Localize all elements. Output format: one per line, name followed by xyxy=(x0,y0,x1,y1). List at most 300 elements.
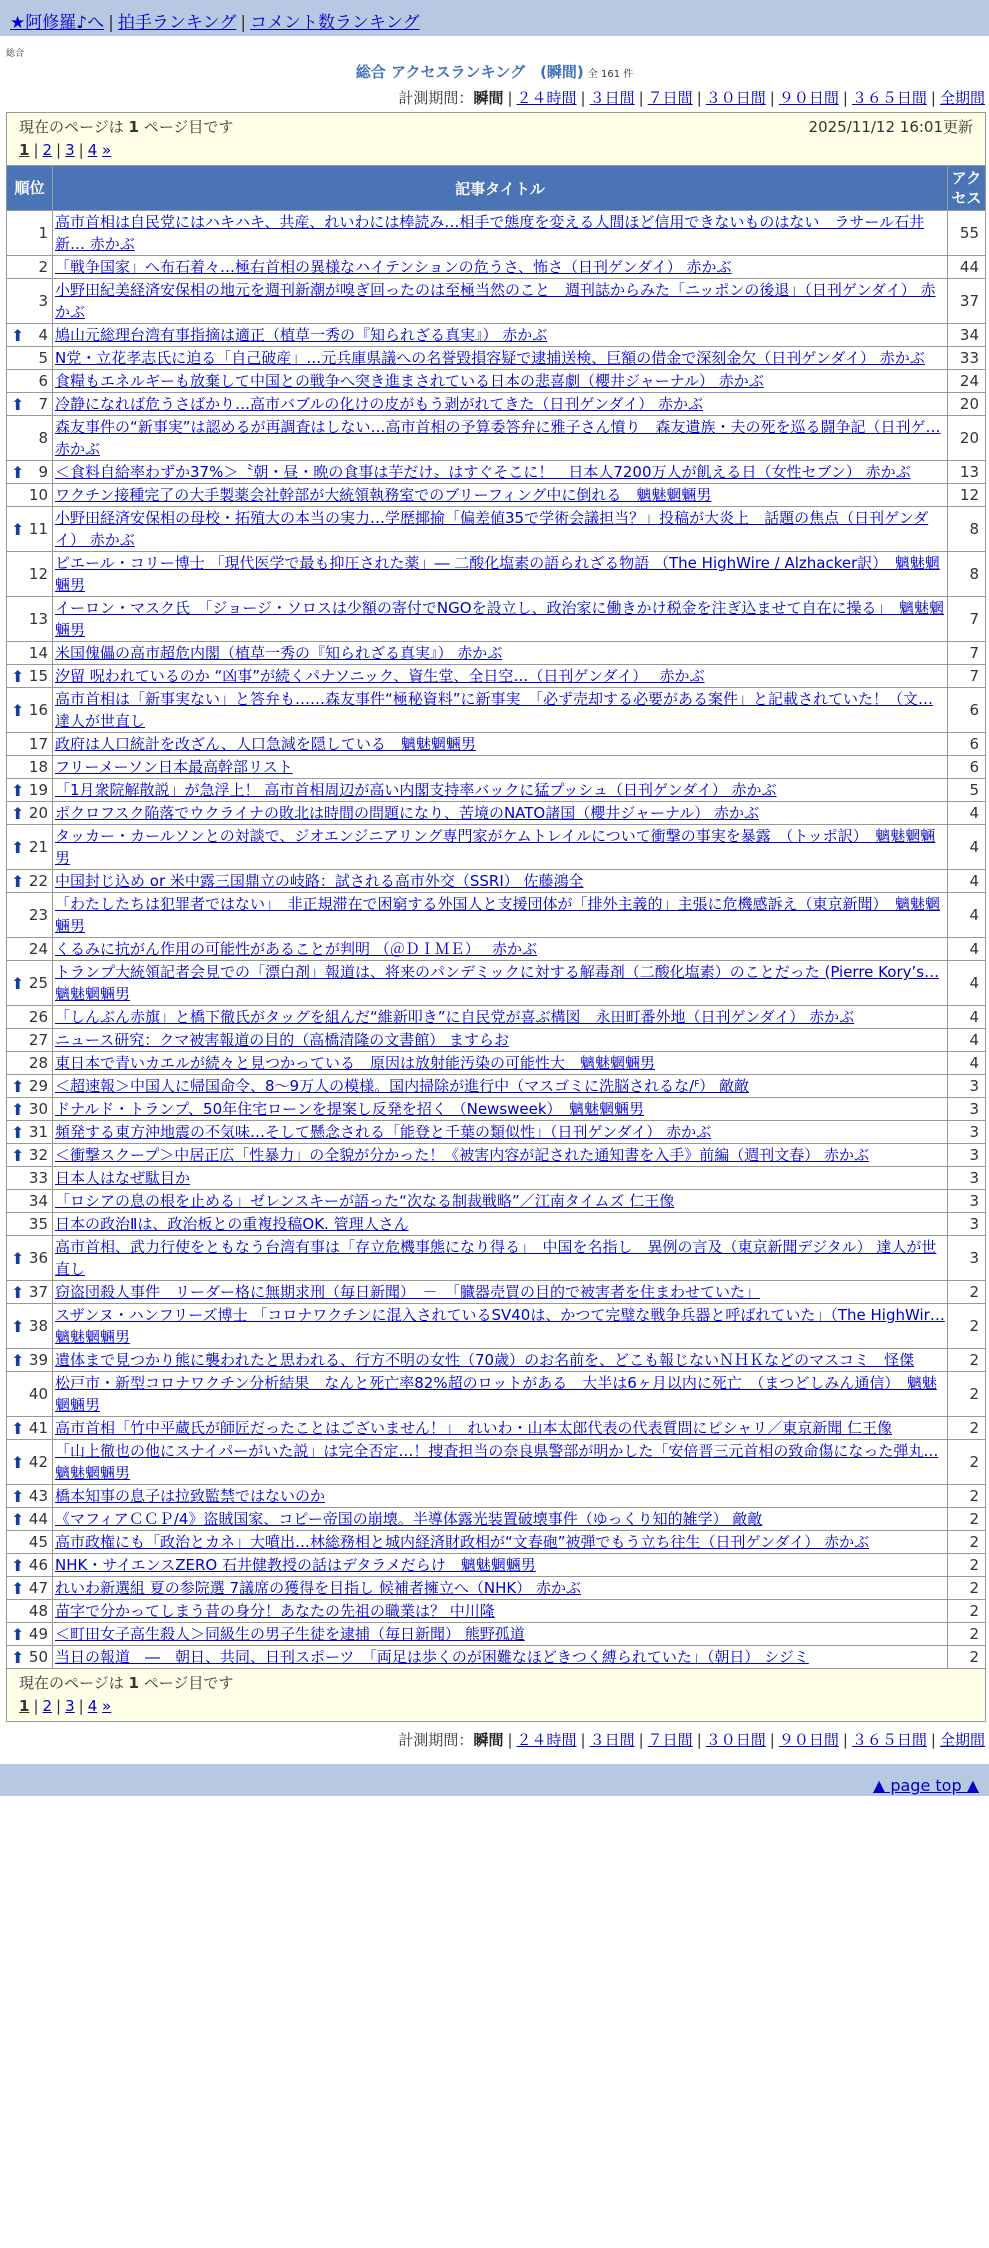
page-top-link[interactable]: ▲ page top ▲ xyxy=(872,1776,979,1795)
period-link[interactable]: ９０日間 xyxy=(778,1731,839,1749)
title-cell xyxy=(53,211,948,256)
access-count: 4 xyxy=(947,1052,985,1075)
table-row xyxy=(7,1006,986,1029)
access-count: 4 xyxy=(947,1029,985,1052)
article-link[interactable]: くるみに抗がん作用の可能性があることが判明 （＠ＤＩＭＥ） 赤かぶ xyxy=(55,940,538,958)
article-link[interactable]: 「わたしたちは犯罪者ではない」 非正規滞在で困窮する外国人と支援団体が「排外主義的」主張に危機感訴え（東京新聞） 魑魅魍魎男 xyxy=(55,895,941,935)
rank-number: 18 xyxy=(28,758,48,776)
category-label: 総合 xyxy=(6,49,25,59)
access-count: 2 xyxy=(947,1304,985,1349)
article-link[interactable]: 森友事件の“新事実”は認めるが再調査はしない…高市首相の予算委答弁に雅子さん憤り 森友遺族・夫の死を巡る闘争記（日刊ゲ… 赤かぶ xyxy=(55,418,941,458)
rank-number: 45 xyxy=(28,1533,48,1551)
rank-cell xyxy=(7,256,53,279)
rank-number: 47 xyxy=(28,1578,48,1597)
table-row xyxy=(7,870,986,893)
rank-up-icon: ⬆ xyxy=(11,1076,25,1096)
article-link[interactable]: スザンヌ・ハンフリーズ博士 「コロナワクチンに混入されているSV40は、かつて完璧な戦争兵器と呼ばれていた」（The HighWir… 魑魅魍魎男 xyxy=(55,1306,945,1346)
title-cell xyxy=(53,756,948,779)
rank-number: 49 xyxy=(28,1624,48,1643)
rank-number: 37 xyxy=(28,1282,48,1301)
rank-number: 2 xyxy=(38,258,48,276)
rank-up-icon: ⬆ xyxy=(11,803,25,823)
rank-number: 10 xyxy=(28,486,48,504)
article-link[interactable]: イーロン・マスク氏 「ジョージ・ソロスは少額の寄付でNGOを設立し、政治家に働きかけ税金を注ぎ込ませて自在に操る」 魑魅魍魎男 xyxy=(55,599,945,639)
article-link[interactable]: ＜町田女子高生殺人＞同級生の男子生徒を逮捕（毎日新聞） 熊野孤道 xyxy=(55,1625,525,1643)
table-row xyxy=(7,1349,986,1372)
page-title xyxy=(0,60,989,84)
access-count: 24 xyxy=(947,370,985,393)
rank-cell xyxy=(7,1440,53,1485)
rank-up-icon: ⬆ xyxy=(11,394,25,414)
article-link[interactable]: 汐留 呪われているのか “凶事”が続くパナソニック、資生堂、全日空…（日刊ゲンダイ） 赤かぶ xyxy=(55,667,705,685)
rank-up-icon: ⬆ xyxy=(11,666,25,686)
page-separator: | xyxy=(78,1697,84,1715)
page-separator: | xyxy=(78,141,84,159)
period-link[interactable]: ３日間 xyxy=(589,1731,635,1749)
rank-cell xyxy=(7,1281,53,1304)
rank-up-icon: ⬆ xyxy=(11,1145,25,1165)
article-link[interactable]: 「しんぶん赤旗」と橋下徹氏がタッグを組んだ“維新叩き”に自民党が喜ぶ構図 永田町番外地（日刊ゲンダイ） 赤かぶ xyxy=(55,1008,855,1026)
article-link[interactable]: ニュース研究：クマ被害報道の目的（高橋清隆の文書館） ますらお xyxy=(55,1031,510,1049)
rank-number: 29 xyxy=(28,1076,48,1095)
article-link[interactable]: 政府は人口統計を改ざん、人口急減を隠している 魑魅魍魎男 xyxy=(55,735,476,753)
page-separator: | xyxy=(56,1697,62,1715)
period-current: 瞬間 xyxy=(473,89,504,107)
table-row xyxy=(7,1213,986,1236)
article-link[interactable]: 遺体まで見つかり熊に襲われたと思われる、行方不明の女性（70歳）のお名前を、どこも報じないＮＨＫなどのマスコミ 怪傑 xyxy=(55,1351,915,1369)
table-row xyxy=(7,1144,986,1167)
rank-cell xyxy=(7,642,53,665)
rank-up-icon: ⬆ xyxy=(11,519,25,539)
period-separator: | xyxy=(769,1731,775,1749)
rank-cell xyxy=(7,961,53,1006)
rank-cell xyxy=(7,1531,53,1554)
access-count: 33 xyxy=(947,347,985,370)
table-row xyxy=(7,938,986,961)
article-link[interactable]: 東日本で青いカエルが続々と見つかっている 原因は放射能汚染の可能性大 魑魅魍魎男 xyxy=(55,1054,656,1072)
rank-number: 17 xyxy=(28,735,48,753)
title-cell xyxy=(53,779,948,802)
article-link[interactable]: トランプ大統領記者会見での「漂白剤」報道は、将来のパンデミックに対する解毒剤（二酸化塩素）のことだった (Pierre Kory’s… 魑魅魍魎男 xyxy=(55,963,940,1003)
rank-number: 12 xyxy=(28,565,48,583)
article-link[interactable]: 「戦争国家」へ布石着々…極右首相の異様なハイテンションの危うさ、怖さ（日刊ゲンダイ） 赤かぶ xyxy=(55,258,732,276)
title-cell xyxy=(53,665,948,688)
article-link[interactable]: 高市首相は「新事実ない」と答弁も……森友事件“極秘資料”に新事実 「必ず売却する必要がある案件」と記載されていた！（文… 達人が世直し xyxy=(55,690,934,730)
table-row xyxy=(7,1281,986,1304)
access-count: 4 xyxy=(947,961,985,1006)
article-link[interactable]: ＜超速報＞中国人に帰国命令、8～9万人の模様。国内掃除が進行中（マスゴミに洗脳されるな/ꟳ） 敵敵 xyxy=(55,1077,750,1095)
access-count: 2 xyxy=(947,1417,985,1440)
table-row xyxy=(7,279,986,324)
period-link[interactable]: ３６５日間 xyxy=(851,89,927,107)
pagination-bottom xyxy=(19,1694,973,1718)
title-cell xyxy=(53,324,948,347)
rank-number: 16 xyxy=(28,700,48,719)
page-link[interactable]: 3 xyxy=(65,1697,75,1715)
title-cell xyxy=(53,1372,948,1417)
access-count: 34 xyxy=(947,324,985,347)
article-link[interactable]: 小野田紀美経済安保相の地元を週刊新潮が嗅ぎ回ったのは至極当然のこと 週刊誌からみた「ニッポンの後退」（日刊ゲンダイ） 赤かぶ xyxy=(55,281,936,321)
rank-number: 28 xyxy=(28,1054,48,1072)
period-link[interactable]: ３０日間 xyxy=(705,1731,766,1749)
table-row xyxy=(7,802,986,825)
rank-number: 24 xyxy=(28,940,48,958)
title-cell xyxy=(53,1600,948,1623)
table-row xyxy=(7,324,986,347)
table-row xyxy=(7,416,986,461)
access-count: 3 xyxy=(947,1075,985,1098)
article-link[interactable]: 橋本知事の息子は拉致監禁ではないのか xyxy=(55,1487,326,1505)
rank-cell xyxy=(7,688,53,733)
access-count: 3 xyxy=(947,1144,985,1167)
title-cell xyxy=(53,1144,948,1167)
article-link[interactable]: 高市首相「竹中平蔵氏が師匠だったことはございません！」 れいわ・山本太郎代表の代表質問にピシャリ／東京新聞 仁王像 xyxy=(55,1419,892,1437)
nav-separator: | xyxy=(108,13,114,33)
rank-cell xyxy=(7,756,53,779)
article-link[interactable]: 小野田経済安保相の母校・拓殖大の本当の実力…学歴揶揄「偏差値35で学術会議担当？」投稿が大炎上 話題の焦点（日刊ゲンダイ） 赤かぶ xyxy=(55,509,929,549)
rank-number: 9 xyxy=(38,462,48,481)
rank-number: 20 xyxy=(28,803,48,822)
article-link[interactable]: 「1月衆院解散説」が急浮上！ 高市首相周辺が高い内閣支持率バックに猛プッシュ（日刊ゲンダイ） 赤かぶ xyxy=(55,781,777,799)
rank-number: 19 xyxy=(28,780,48,799)
rank-cell xyxy=(7,1485,53,1508)
period-separator: | xyxy=(696,89,702,107)
table-row xyxy=(7,1098,986,1121)
comment-ranking-link[interactable]: コメント数ランキング xyxy=(250,13,420,33)
rank-cell xyxy=(7,1098,53,1121)
title-cell xyxy=(53,1577,948,1600)
title-cell xyxy=(53,507,948,552)
footer-bar xyxy=(0,1764,989,1796)
rank-number: 11 xyxy=(28,519,48,538)
rank-cell xyxy=(7,1213,53,1236)
table-row xyxy=(7,1167,986,1190)
article-link[interactable]: フリーメーソン日本最高幹部リスト xyxy=(55,758,293,776)
access-count: 7 xyxy=(947,642,985,665)
table-row xyxy=(7,461,986,484)
rank-up-icon: ⬆ xyxy=(11,871,25,891)
nav-separator: | xyxy=(240,13,247,33)
rank-header: 順位 xyxy=(7,166,53,211)
title-cell xyxy=(53,1349,948,1372)
rank-number: 4 xyxy=(38,325,48,344)
rank-number: 32 xyxy=(28,1145,48,1164)
rank-up-icon: ⬆ xyxy=(11,1578,25,1598)
article-link[interactable]: 日本の政治Ⅱは、政治板との重複投稿OK. 管理人さん xyxy=(55,1215,409,1233)
page-link[interactable]: 2 xyxy=(42,141,53,159)
title-cell xyxy=(53,1646,948,1669)
title-cell xyxy=(53,484,948,507)
rank-up-icon: ⬆ xyxy=(11,1248,25,1268)
period-selector-bottom xyxy=(0,1726,989,1754)
current-page-text: 現在のページは 1 ページ目です xyxy=(19,118,234,136)
access-count: 4 xyxy=(947,938,985,961)
access-count: 44 xyxy=(947,256,985,279)
table-row xyxy=(7,1304,986,1349)
article-link[interactable]: タッカー・カールソンとの対談で、ジオエンジニアリング専門家がケムトレイルについて衝撃の事実を暴露 （トッポ訳） 魑魅魍魎男 xyxy=(55,827,936,867)
rank-up-icon: ⬆ xyxy=(11,1486,25,1506)
rank-number: 27 xyxy=(28,1031,48,1049)
title-cell xyxy=(53,1417,948,1440)
ranking-table xyxy=(6,112,986,1722)
next-page-link[interactable]: » xyxy=(102,1697,112,1715)
article-link[interactable]: ドナルド・トランプ、50年住宅ローンを提案し反発を招く （Newsweek） 魑魅魍魎男 xyxy=(55,1100,645,1118)
article-link[interactable]: 高市政権にも「政治とカネ」大噴出…林総務相と城内経済財政相が“文春砲”被弾でもう立ち往生（日刊ゲンダイ） 赤かぶ xyxy=(55,1533,870,1551)
access-count: 2 xyxy=(947,1554,985,1577)
next-page-link[interactable]: » xyxy=(102,141,112,159)
rank-number: 25 xyxy=(28,973,48,992)
period-link[interactable]: ３日間 xyxy=(589,89,635,107)
period-link[interactable]: ７日間 xyxy=(647,1731,693,1749)
access-count: 2 xyxy=(947,1508,985,1531)
title-cell xyxy=(53,597,948,642)
rank-up-icon: ⬆ xyxy=(11,1555,25,1575)
access-count: 4 xyxy=(947,802,985,825)
page-link[interactable]: 2 xyxy=(42,1697,53,1715)
table-row xyxy=(7,893,986,938)
access-count: 6 xyxy=(947,733,985,756)
rank-number: 34 xyxy=(28,1192,48,1210)
period-separator: | xyxy=(842,89,848,107)
title-cell xyxy=(53,1508,948,1531)
rank-up-icon: ⬆ xyxy=(11,1452,25,1472)
rank-up-icon: ⬆ xyxy=(11,1624,25,1644)
article-link[interactable]: ＜食料自給率わずか37%＞〝朝・昼・晩の食事は芋だけ〟はすぐそこに！ 日本人7200万人が飢える日（女性セブン） 赤かぶ xyxy=(55,463,911,481)
rank-number: 31 xyxy=(28,1122,48,1141)
rank-up-icon: ⬆ xyxy=(11,1099,25,1119)
title-cell xyxy=(53,1554,948,1577)
period-selector-top xyxy=(0,84,989,112)
table-row xyxy=(7,1508,986,1531)
rank-cell xyxy=(7,733,53,756)
page-separator: | xyxy=(33,1697,39,1715)
clap-ranking-link[interactable]: 拍手ランキング xyxy=(117,13,237,33)
title-cell xyxy=(53,1029,948,1052)
title-cell xyxy=(53,870,948,893)
article-link[interactable]: 中国封じ込め or 米中露三国鼎立の岐路：試される高市外交（SSRI） 佐藤鴻全 xyxy=(55,872,584,890)
rank-up-icon: ⬆ xyxy=(11,973,25,993)
page-link[interactable]: 3 xyxy=(65,141,75,159)
rank-cell xyxy=(7,779,53,802)
table-row xyxy=(7,1440,986,1485)
article-link[interactable]: 「山上徹也の他にスナイパーがいた説」は完全否定…！捜査担当の奈良県警部が明かした「安倍晋三元首相の致命傷になった弾丸… 魑魅魍魎男 xyxy=(55,1442,939,1482)
access-count: 3 xyxy=(947,1236,985,1281)
access-count: 7 xyxy=(947,597,985,642)
rank-up-icon: ⬆ xyxy=(11,1122,25,1142)
article-link[interactable]: NHK・サイエンスZERO 石井健教授の話はデタラメだらけ 魑魅魍魎男 xyxy=(55,1556,536,1574)
rank-number: 42 xyxy=(28,1452,48,1471)
title-cell xyxy=(53,416,948,461)
article-link[interactable]: 米国傀儡の高市超危内閣（植草一秀の『知られざる真実』） 赤かぶ xyxy=(55,644,503,662)
title-cell xyxy=(53,1121,948,1144)
table-row xyxy=(7,1029,986,1052)
period-link[interactable]: ７日間 xyxy=(647,89,693,107)
rank-up-icon: ⬆ xyxy=(11,700,25,720)
page-link[interactable]: 4 xyxy=(87,141,98,159)
rank-number: 3 xyxy=(38,292,48,310)
rank-cell xyxy=(7,507,53,552)
rank-cell xyxy=(7,1554,53,1577)
rank-number: 8 xyxy=(38,429,48,447)
rank-number: 43 xyxy=(28,1486,48,1505)
access-count: 8 xyxy=(947,552,985,597)
rank-number: 14 xyxy=(28,644,48,662)
period-link[interactable]: ９０日間 xyxy=(778,89,839,107)
access-count: 20 xyxy=(947,416,985,461)
article-link[interactable]: 苗字で分かってしまう昔の身分！あなたの先祖の職業は？ 中川隆 xyxy=(55,1602,495,1620)
access-count: 2 xyxy=(947,1623,985,1646)
title-cell xyxy=(53,825,948,870)
rank-cell xyxy=(7,1121,53,1144)
access-count: 4 xyxy=(947,893,985,938)
count-header: アクセス xyxy=(947,166,985,211)
table-row xyxy=(7,347,986,370)
rank-cell xyxy=(7,347,53,370)
rank-cell xyxy=(7,1577,53,1600)
title-cell xyxy=(53,347,948,370)
period-separator: | xyxy=(507,1731,513,1749)
article-link[interactable]: 高市首相、武力行使をともなう台湾有事は「存立危機事態になり得る」 中国を名指し 異例の言及（東京新聞デジタル） 達人が世直し xyxy=(55,1238,937,1278)
rank-number: 13 xyxy=(28,610,48,628)
rank-cell xyxy=(7,1052,53,1075)
rank-cell xyxy=(7,1144,53,1167)
article-link[interactable]: 鳩山元総理台湾有事指摘は適正（植草一秀の『知られざる真実』） 赤かぶ xyxy=(55,326,548,344)
rank-cell xyxy=(7,665,53,688)
table-row xyxy=(7,688,986,733)
period-link[interactable]: ２４時間 xyxy=(516,1731,577,1749)
rank-cell xyxy=(7,552,53,597)
period-separator: | xyxy=(930,1731,936,1749)
table-row xyxy=(7,1623,986,1646)
rank-number: 15 xyxy=(28,666,48,685)
table-row xyxy=(7,1372,986,1417)
title-cell xyxy=(53,802,948,825)
current-page-text: 現在のページは 1 ページ目です xyxy=(19,1674,234,1692)
access-count: 3 xyxy=(947,1098,985,1121)
period-link[interactable]: 全期間 xyxy=(939,1731,985,1749)
rank-cell xyxy=(7,1349,53,1372)
rank-number: 33 xyxy=(28,1169,48,1187)
rank-cell xyxy=(7,370,53,393)
table-row xyxy=(7,825,986,870)
access-count: 4 xyxy=(947,825,985,870)
table-row xyxy=(7,779,986,802)
article-link[interactable]: れいわ新選組 夏の参院選 7議席の獲得を目指し 候補者擁立へ（NHK） 赤かぶ xyxy=(55,1579,581,1597)
table-row xyxy=(7,1417,986,1440)
table-row xyxy=(7,961,986,1006)
article-link[interactable]: 《マフィアＣＣＰ/4》盗賊国家、コピー帝国の崩壊。半導体露光装置破壊事件（ゆっくり知的雑学） 敵敵 xyxy=(55,1510,763,1528)
table-row xyxy=(7,1600,986,1623)
period-link[interactable]: ２４時間 xyxy=(516,89,577,107)
title-cell xyxy=(53,461,948,484)
title-cell xyxy=(53,1440,948,1485)
rank-cell xyxy=(7,1190,53,1213)
rank-number: 22 xyxy=(28,871,48,890)
access-count: 6 xyxy=(947,756,985,779)
page-info-box-bottom xyxy=(7,1669,986,1722)
article-link[interactable]: 「ロシアの息の根を止める」ゼレンスキーが語った“次なる制裁戦略”／江南タイムズ 仁王像 xyxy=(55,1192,675,1210)
rank-number: 46 xyxy=(28,1555,48,1574)
access-count: 13 xyxy=(947,461,985,484)
page-separator: | xyxy=(56,141,62,159)
title-cell xyxy=(53,961,948,1006)
article-link[interactable]: ＜衝撃スクープ＞中居正広「性暴力」の全貌が分かった！《被害内容が記された通知書を入手》前編（週刊文春） 赤かぶ xyxy=(55,1146,870,1164)
article-link[interactable]: 当日の報道 ― 朝日、共同、日刊スポーツ 「両足は歩くのが困難なほどきつく縛られていた」（朝日） シジミ xyxy=(55,1648,809,1666)
title-cell xyxy=(53,1281,948,1304)
rank-up-icon: ⬆ xyxy=(11,780,25,800)
article-link[interactable]: 日本人はなぜ駄目か xyxy=(55,1169,191,1187)
table-row xyxy=(7,507,986,552)
article-link[interactable]: ピエール・コリー博士 「現代医学で最も抑圧された薬」― 二酸化塩素の語られざる物語 （The HighWire / Alzhacker訳） 魑魅魍魎男 xyxy=(55,554,940,594)
table-row xyxy=(7,665,986,688)
title-cell xyxy=(53,552,948,597)
title-cell xyxy=(53,1485,948,1508)
rank-up-icon: ⬆ xyxy=(11,1350,25,1370)
table-row xyxy=(7,597,986,642)
rank-up-icon: ⬆ xyxy=(11,325,25,345)
rank-cell xyxy=(7,1508,53,1531)
article-link[interactable]: 冷静になれば危うさばかり…高市バブルの化けの皮がもう剥がれてきた（日刊ゲンダイ） 赤かぶ xyxy=(55,395,703,413)
access-count: 20 xyxy=(947,393,985,416)
page-separator: | xyxy=(33,141,39,159)
article-link[interactable]: 高市首相は自民党にはハキハキ、共産、れいわには棒読み…相手で態度を変える人間ほど信用できないものはない ラサール石井 新… 赤かぶ xyxy=(55,213,925,253)
period-link[interactable]: 全期間 xyxy=(939,89,985,107)
title-cell xyxy=(53,1531,948,1554)
rank-number: 40 xyxy=(28,1385,48,1403)
table-row xyxy=(7,1646,986,1669)
rank-number: 36 xyxy=(28,1248,48,1267)
title-cell xyxy=(53,1052,948,1075)
article-link[interactable]: 食糧もエネルギーも放棄して中国との戦争へ突き進まされている日本の悲喜劇（櫻井ジャーナル） 赤かぶ xyxy=(55,372,764,390)
table-row xyxy=(7,552,986,597)
table-row xyxy=(7,1577,986,1600)
article-link[interactable]: ポクロフスク陥落でウクライナの敗北は時間の問題になり、苦境のNATO諸国（櫻井ジャーナル） 赤かぶ xyxy=(55,804,759,822)
article-link[interactable]: 窃盗団殺人事件 リーダー格に無期求刑（毎日新聞） － 「臓器売買の目的で被害者を住まわせていた」 xyxy=(55,1283,761,1301)
access-count: 2 xyxy=(947,1440,985,1485)
rank-cell xyxy=(7,893,53,938)
rank-cell xyxy=(7,1304,53,1349)
title-cell xyxy=(53,1075,948,1098)
article-link[interactable]: ワクチン接種完了の大手製薬会社幹部が大統領執務室でのブリーフィング中に倒れる 魑魅魍魎男 xyxy=(55,486,712,504)
access-count: 2 xyxy=(947,1600,985,1623)
rank-cell xyxy=(7,279,53,324)
access-count: 2 xyxy=(947,1281,985,1304)
page-info-box xyxy=(7,113,986,166)
access-count: 12 xyxy=(947,484,985,507)
rank-number: 41 xyxy=(28,1418,48,1437)
period-separator: | xyxy=(638,1731,644,1749)
period-separator: | xyxy=(769,89,775,107)
access-count: 37 xyxy=(947,279,985,324)
rank-number: 48 xyxy=(28,1602,48,1620)
title-cell xyxy=(53,1167,948,1190)
title-cell xyxy=(53,642,948,665)
rank-cell xyxy=(7,597,53,642)
article-link[interactable]: 松戸市・新型コロナワクチン分析結果 なんと死亡率82%超のロットがある 大半は6ヶ月以内に死亡 （まつどしみん通信） 魑魅魍魎男 xyxy=(55,1374,937,1414)
rank-up-icon: ⬆ xyxy=(11,837,25,857)
page-link[interactable]: 4 xyxy=(87,1697,98,1715)
article-link[interactable]: N党・立花孝志氏に迫る「自己破産」…元兵庫県議への名誉毀損容疑で逮捕送検、巨額の借金で深刻金欠（日刊ゲンダイ） 赤かぶ xyxy=(55,349,925,367)
rank-number: 1 xyxy=(38,224,48,242)
table-row xyxy=(7,1075,986,1098)
rank-number: 7 xyxy=(38,394,48,413)
period-link[interactable]: ３０日間 xyxy=(705,89,766,107)
home-link[interactable]: ★阿修羅♪へ xyxy=(10,13,105,33)
period-link[interactable]: ３６５日間 xyxy=(851,1731,927,1749)
page-current: 1 xyxy=(19,1697,30,1715)
article-link[interactable]: 頻発する東方沖地震の不気味…そして懸念される「能登と千葉の類似性」（日刊ゲンダイ） 赤かぶ xyxy=(55,1123,712,1141)
table-row xyxy=(7,1531,986,1554)
